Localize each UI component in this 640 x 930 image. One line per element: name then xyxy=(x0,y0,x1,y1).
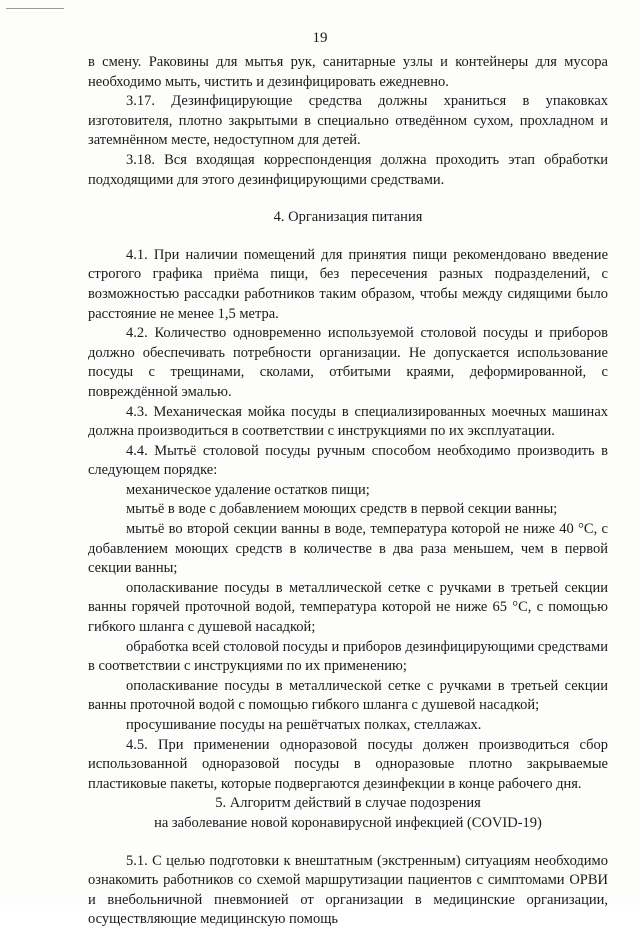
washing-step: ополаскивание посуды в металлической сетке с ручками в третьей секции ванны горячей проточной водой, температура которой не ниже 65 °С, с помощью гибкого шланга с душевой насадкой; xyxy=(88,579,608,636)
washing-step: ополаскивание посуды в металлической сетке с ручками в третьей секции ванны проточной водой с помощью гибкого шланга с душевой насадкой; xyxy=(88,677,608,714)
section-5-heading-line-2: на заболевание новой коронавирусной инфекцией (COVID-19) xyxy=(154,814,542,831)
washing-step: мытьё в воде с добавлением моющих средств в первой секции ванны; xyxy=(126,501,558,518)
paragraph-4-4: 4.4. Мытьё столовой посуды ручным способом необходимо производить в следующем порядке: xyxy=(88,442,608,479)
section-5-heading-line-1: 5. Алгоритм действий в случае подозрения xyxy=(215,795,481,812)
page-number: 19 xyxy=(312,30,328,46)
paragraph-4-3: 4.3. Механическая мойка посуды в специализированных моечных машинах должна производиться в соответствии с инструкциями по их эксплуатации. xyxy=(88,403,608,440)
washing-step: обработка всей столовой посуды и приборов дезинфицирующими средствами в соответствии с инструкциями по их применению; xyxy=(88,638,608,675)
paragraph-4-5: 4.5. При применении одноразовой посуды должен производиться сбор использованной одноразовой посуды в одноразовые плотно закрываемые пластиковые пакеты, которые подвергаются дезинфекции в конце рабочего дня. xyxy=(88,736,608,792)
paragraph-3-17: 3.17. Дезинфицирующие средства должны храниться в упаковках изготовителя, плотно закрытыми в специально отведённом сухом, прохладном и затемнённом месте, недоступном для детей. xyxy=(88,93,608,149)
section-4-heading: 4. Организация питания xyxy=(273,209,423,226)
paragraph-4-1: 4.1. При наличии помещений для принятия пищи рекомендовано введение строгого графика приёма пищи, без пересечения разных подразделений, с возможностью рассадки работников таким образом, чтобы между сидящими было расстояние не менее 1,5 метра. xyxy=(88,246,608,322)
paragraph-3-18: 3.18. Вся входящая корреспонденция должна проходить этап обработки подходящими для этого дезинфицирующими средствами. xyxy=(88,151,608,188)
paragraph-5-1: 5.1. С целью подготовки к внештатным (экстренным) ситуациям необходимо ознакомить работников со схемой маршрутизации пациентов с симптомами ОРВИ и внебольничной пневмонией от организации в медицинские организации, осуществляющие медицинскую помощь xyxy=(88,852,608,928)
paragraph-continuation: в смену. Раковины для мытья рук, санитарные узлы и контейнеры для мусора необходимо мыть, чистить и дезинфицировать ежедневно. xyxy=(88,54,608,90)
washing-step: мытьё во второй секции ванны в воде, температура которой не ниже 40 °С, с добавлением моющих средств в количестве в два раза меньшем, чем в первой секции ванны; xyxy=(88,521,608,577)
washing-step: механическое удаление остатков пищи; xyxy=(126,481,370,498)
washing-step: просушивание посуды на решётчатых полках, стеллажах. xyxy=(126,717,482,733)
document-body xyxy=(88,53,608,930)
scan-corner-mark xyxy=(6,8,64,9)
paragraph-4-2: 4.2. Количество одновременно используемой столовой посуды и приборов должно обеспечивать потребности организации. Не допускается использование посуды с трещинами, сколами, отбитыми краями, деформированной, с повреждённой эмалью. xyxy=(88,325,608,400)
